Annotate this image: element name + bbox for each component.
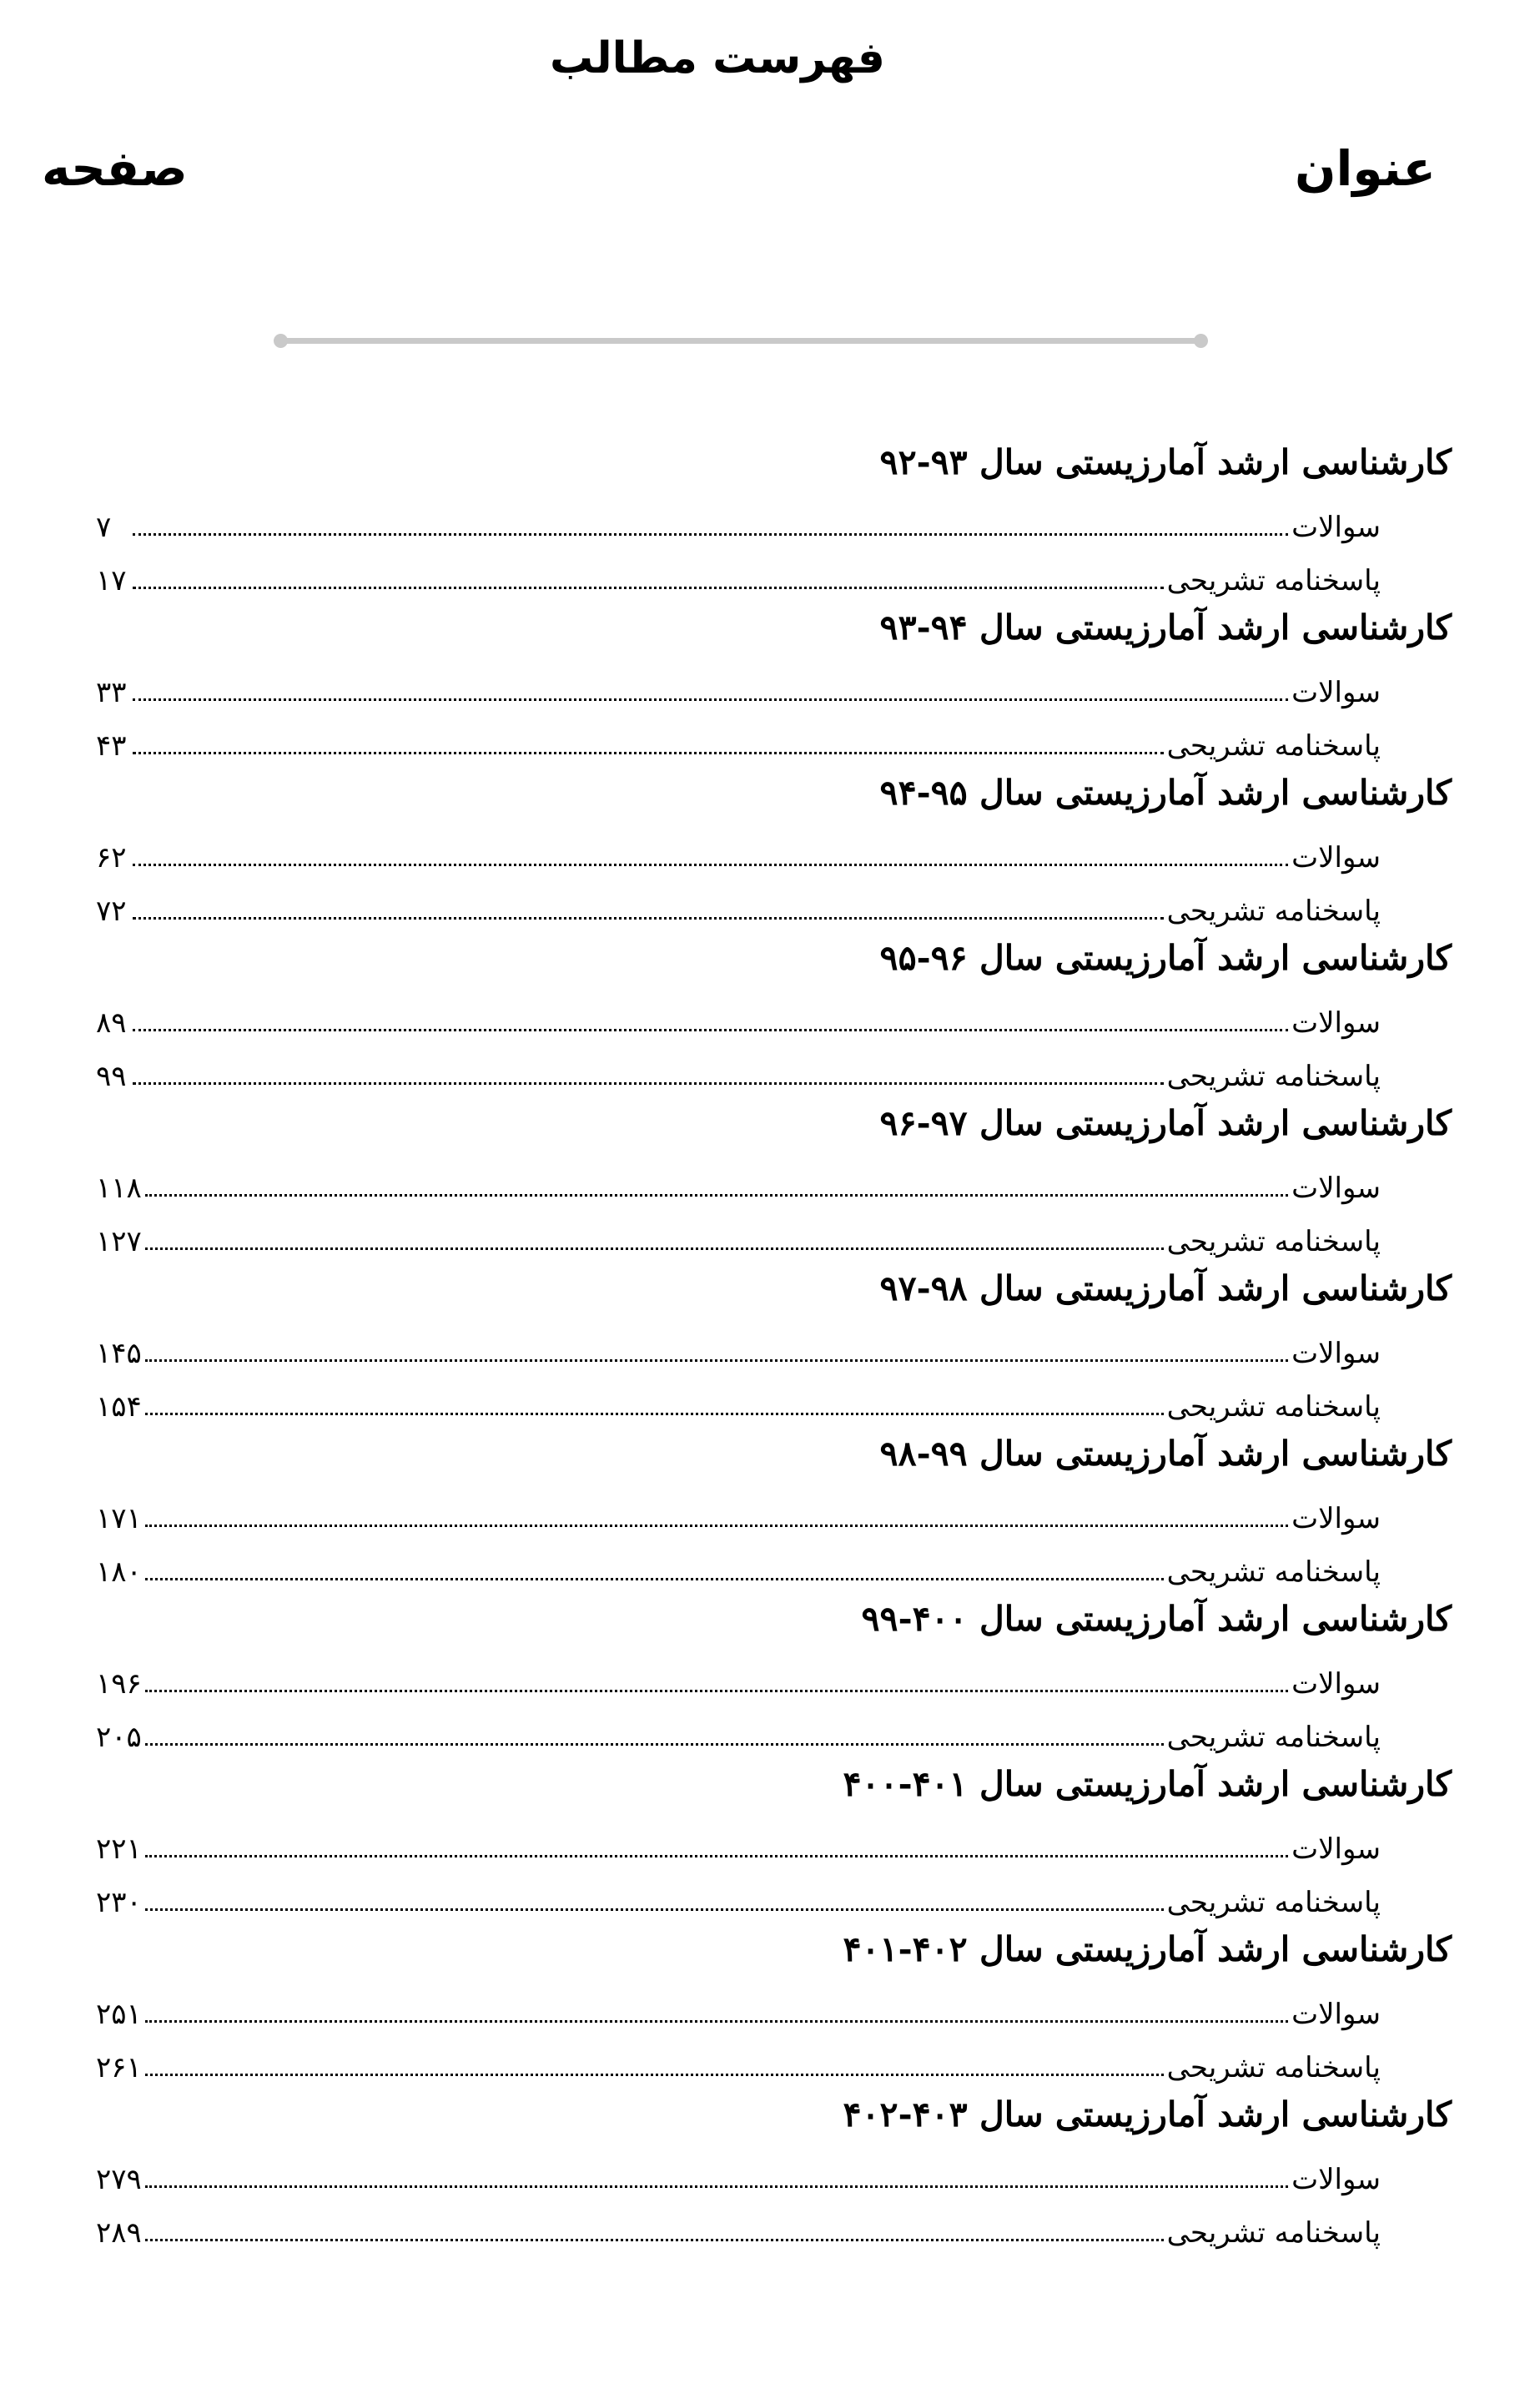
dot-leader [145,2185,1288,2188]
entry-label: سوالات [1291,511,1381,544]
toc-entry[interactable] [96,2196,1452,2250]
decorative-divider [274,334,1208,347]
entry-label: سوالات [1291,1006,1381,1040]
toc-section [96,599,1452,764]
dot-leader [145,2073,1164,2076]
toc-entry[interactable] [96,1482,1452,1535]
section-heading[interactable]: کارشناسی ارشد آمارزیستی سال ۹۴-۹۳ [879,607,1452,648]
entry-page-number: ۲۸۹ [96,2216,142,2250]
dot-leader [145,2238,1164,2241]
section-heading[interactable]: کارشناسی ارشد آمارزیستی سال ۹۵-۹۴ [879,773,1452,813]
entry-label: سوالات [1291,1667,1381,1701]
toc-section [96,1590,1452,1756]
dot-leader [145,1247,1164,1250]
entry-page-number: ۱۹۶ [96,1667,142,1701]
dot-leader [133,586,1164,589]
entry-label: سوالات [1291,1998,1381,2031]
entry-label: سوالات [1291,1502,1381,1535]
entry-label: پاسخنامه تشریحی [1166,1721,1381,1754]
divider-bar [280,338,1201,344]
entry-page-number: ۸۹ [96,1006,127,1040]
entry-page-number: ۷۲ [96,895,127,928]
entry-label: پاسخنامه تشریحی [1166,1060,1381,1093]
toc-entry[interactable] [96,1152,1452,1205]
entry-page-number: ۲۵۱ [96,1998,142,2031]
toc-section [96,1756,1452,1921]
toc-entry[interactable] [96,544,1452,597]
section-heading[interactable]: کارشناسی ارشد آمارزیستی سال ۴۰۰-۹۹ [861,1599,1452,1639]
entry-label: پاسخنامه تشریحی [1166,1225,1381,1258]
toc-section [96,1425,1452,1590]
dot-leader [133,916,1164,920]
entry-label: پاسخنامه تشریحی [1166,564,1381,597]
entry-label: پاسخنامه تشریحی [1166,2051,1381,2084]
entry-page-number: ۲۳۰ [96,1886,142,1919]
entry-label: پاسخنامه تشریحی [1166,1555,1381,1589]
title-column-header: عنوان [1294,140,1436,197]
dot-leader [145,1358,1288,1362]
section-heading[interactable]: کارشناسی ارشد آمارزیستی سال ۹۹-۹۸ [879,1434,1452,1474]
entry-page-number: ۱۲۷ [96,1225,142,1258]
entry-label: سوالات [1291,1337,1381,1370]
toc-entry[interactable] [96,821,1452,874]
toc-entry[interactable] [96,874,1452,928]
toc-entry[interactable] [96,1812,1452,1866]
dot-leader [145,1412,1164,1415]
toc-entry[interactable] [96,1701,1452,1754]
toc-section [96,434,1452,599]
toc-section [96,1095,1452,1260]
entry-page-number: ۱۸۰ [96,1555,142,1589]
entry-page-number: ۲۰۵ [96,1721,142,1754]
dot-leader [133,863,1288,866]
entry-page-number: ۹۹ [96,1060,127,1093]
entry-page-number: ۴۳ [96,729,127,763]
section-heading[interactable]: کارشناسی ارشد آمارزیستی سال ۹۶-۹۵ [879,938,1452,978]
section-heading[interactable]: کارشناسی ارشد آمارزیستی سال ۹۸-۹۷ [879,1268,1452,1308]
page-title: فهرست مطالب [550,33,885,83]
entry-page-number: ۱۷ [96,564,127,597]
divider-end-dot [274,334,288,348]
entry-page-number: ۳۳ [96,676,127,709]
section-heading[interactable]: کارشناسی ارشد آمارزیستی سال ۴۰۳-۴۰۲ [843,2094,1452,2134]
table-of-contents [96,434,1452,2251]
entry-label: پاسخنامه تشریحی [1166,729,1381,763]
section-heading[interactable]: کارشناسی ارشد آمارزیستی سال ۹۷-۹۶ [879,1103,1452,1143]
toc-entry[interactable] [96,2143,1452,2196]
dot-leader [145,1742,1164,1746]
entry-page-number: ۶۲ [96,841,127,874]
entry-label: سوالات [1291,676,1381,709]
toc-section [96,2086,1452,2251]
entry-label: پاسخنامه تشریحی [1166,1390,1381,1424]
entry-label: پاسخنامه تشریحی [1166,1886,1381,1919]
toc-entry[interactable] [96,1317,1452,1370]
toc-entry[interactable] [96,1866,1452,1919]
dot-leader [133,1028,1288,1031]
entry-label: سوالات [1291,1172,1381,1205]
toc-entry[interactable] [96,709,1452,763]
entry-page-number: ۱۵۴ [96,1390,142,1424]
toc-entry[interactable] [96,986,1452,1040]
toc-entry[interactable] [96,491,1452,544]
entry-label: پاسخنامه تشریحی [1166,2216,1381,2250]
entry-label: سوالات [1291,1832,1381,1866]
section-heading[interactable]: کارشناسی ارشد آمارزیستی سال ۹۳-۹۲ [879,442,1452,482]
entry-page-number: ۷ [96,511,112,544]
page-column-header: صفحه [42,140,188,197]
entry-label: پاسخنامه تشریحی [1166,895,1381,928]
dot-leader [145,1854,1288,1857]
toc-entry[interactable] [96,656,1452,709]
dot-leader [145,1689,1288,1692]
toc-section [96,930,1452,1095]
toc-entry[interactable] [96,2031,1452,2084]
entry-page-number: ۲۲۱ [96,1832,142,1866]
toc-section [96,1260,1452,1425]
entry-page-number: ۲۷۹ [96,2163,142,2196]
section-heading[interactable]: کارشناسی ارشد آمارزیستی سال ۴۰۲-۴۰۱ [843,1929,1452,1969]
dot-leader [133,698,1288,701]
toc-entry[interactable] [96,1370,1452,1424]
toc-entry[interactable] [96,1647,1452,1701]
dot-leader [133,1081,1164,1085]
dot-leader [145,2019,1288,2023]
entry-page-number: ۱۷۱ [96,1502,142,1535]
dot-leader [145,1908,1164,1911]
dot-leader [133,532,1288,536]
divider-end-dot [1194,334,1208,348]
dot-leader [145,1193,1288,1197]
entry-page-number: ۲۶۱ [96,2051,142,2084]
entry-label: سوالات [1291,841,1381,874]
toc-entry[interactable] [96,1040,1452,1093]
toc-entry[interactable] [96,1978,1452,2031]
entry-page-number: ۱۴۵ [96,1337,142,1370]
dot-leader [145,1524,1288,1527]
toc-section [96,1921,1452,2086]
entry-label: سوالات [1291,2163,1381,2196]
dot-leader [145,1577,1164,1580]
section-heading[interactable]: کارشناسی ارشد آمارزیستی سال ۴۰۱-۴۰۰ [843,1764,1452,1804]
toc-entry[interactable] [96,1205,1452,1258]
dot-leader [133,751,1164,754]
toc-entry[interactable] [96,1535,1452,1589]
toc-section [96,764,1452,930]
entry-page-number: ۱۱۸ [96,1172,142,1205]
